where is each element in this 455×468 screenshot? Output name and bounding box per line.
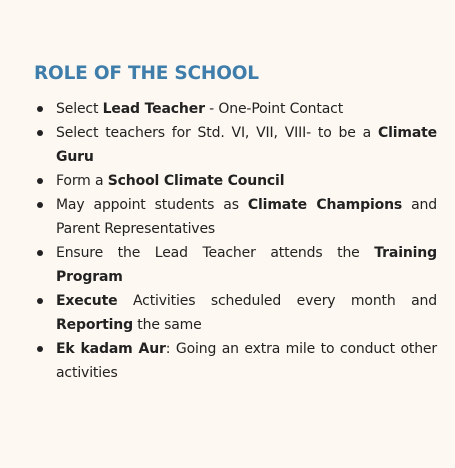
list-item: Ek kadam Aur: Going an extra mile to conduct other activities xyxy=(34,337,437,385)
list-item: Select Lead Teacher - One-Point Contact xyxy=(34,97,437,121)
list-item: Form a School Climate Council xyxy=(34,169,437,193)
bullet-icon xyxy=(37,298,43,304)
section-title: ROLE OF THE SCHOOL xyxy=(34,63,259,84)
list-item: Select teachers for Std. VI, VII, VIII- to be a Climate Guru xyxy=(34,121,437,169)
bullet-icon xyxy=(37,202,43,208)
responsibility-list xyxy=(34,97,437,385)
list-item: Execute Activities scheduled every month and Reporting the same xyxy=(34,289,437,337)
bullet-icon xyxy=(37,250,43,256)
bullet-icon xyxy=(37,346,43,352)
bullet-icon xyxy=(37,106,43,112)
list-item: May appoint students as Climate Champions and Parent Representatives xyxy=(34,193,437,241)
bullet-icon xyxy=(37,178,43,184)
list-item: Ensure the Lead Teacher attends the Training Program xyxy=(34,241,437,289)
bullet-icon xyxy=(37,130,43,136)
